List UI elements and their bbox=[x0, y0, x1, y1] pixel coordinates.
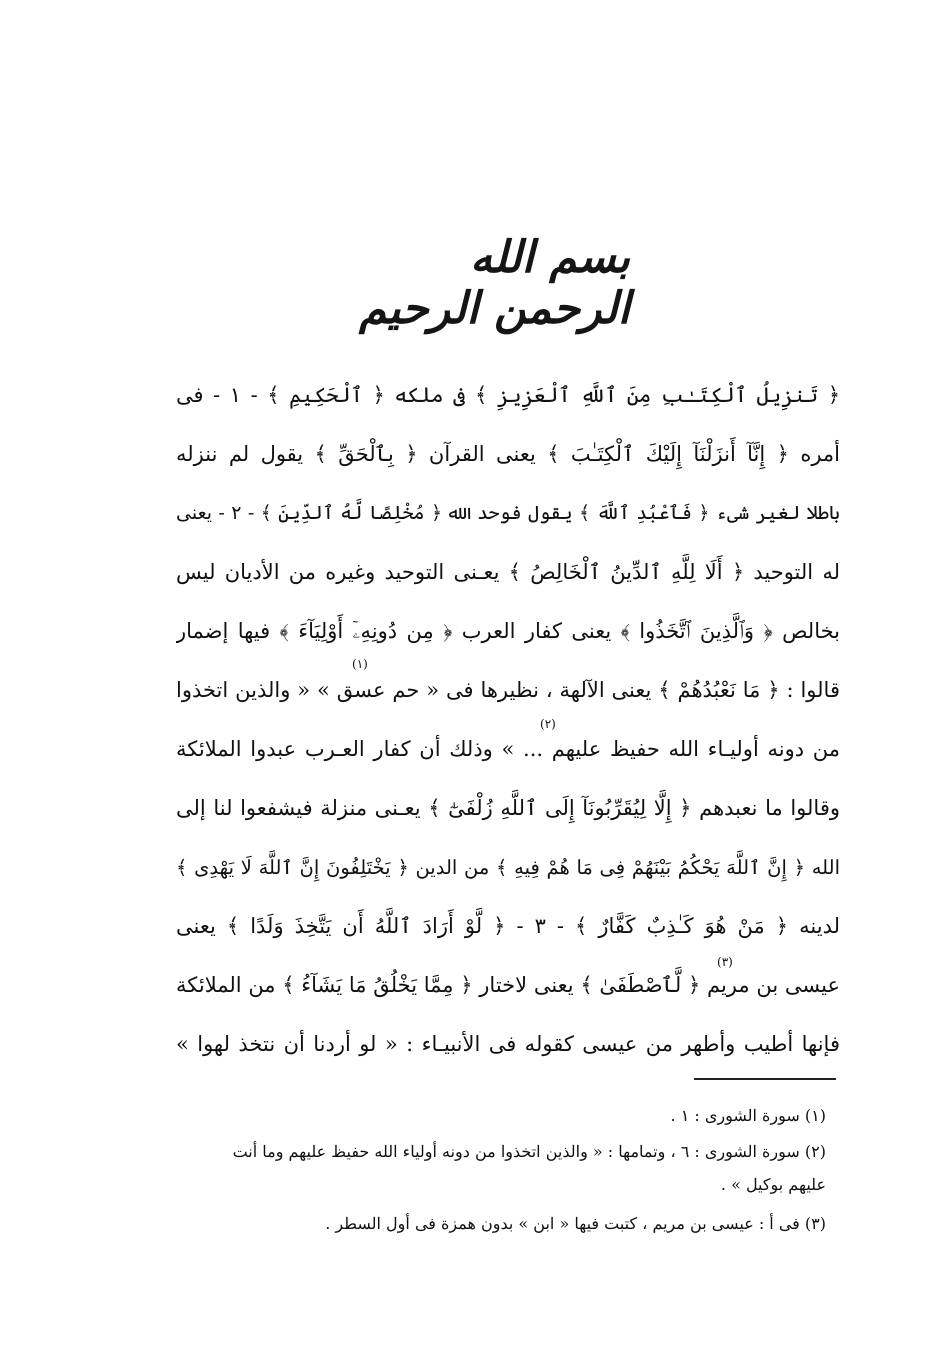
text-line-content: من دونه أوليـاء الله حفيظ عليهم ... » وذلك أن كفار العـرب عبدوا الملائكة bbox=[176, 737, 840, 761]
footnote-3: (٣) فى أ : عيسى بن مريم ، كتبت فيها « ابن » بدون همزة فى أول السطر . bbox=[325, 1214, 826, 1233]
text-line: ﴿ تَنزِيلُ ٱلْكِتَـٰبِ مِنَ ٱللَّهِ ٱلْعَزِيزِ ﴾ فى ملكه ﴿ ٱلْحَكِيمِ ﴾ - ١ - فى bbox=[176, 383, 840, 407]
footnote-2: (٢) سورة الشورى : ٦ ، وتمامها : « والذين اتخذوا من دونه أولياء الله حفيظ عليهم وما أنت bbox=[232, 1142, 826, 1161]
text-line: فإنها أطيب وأطهر من عيسى كقوله فى الأنبيـاء : « لو أردنا أن نتخذ لهوا » bbox=[176, 1032, 840, 1056]
text-line bbox=[176, 720, 840, 779]
footnote-divider bbox=[694, 1078, 836, 1080]
text-line: وقالوا ما نعبدهم ﴿ إِلَّا لِيُقَرِّبُونَآ إِلَى ٱللَّهِ زُلْفَىٰٓ ﴾ يعـنى منزلة فيشفعوا لنا إلى bbox=[176, 796, 840, 820]
text-line: باطلا لغير شىء ﴿ فَٱعْبُدِ ٱللَّهَ ﴾ يقول فوحد الله ﴿ مُخْلِصًا لَّهُ ٱلدِّينَ ﴾ - ٢ - يعنى bbox=[176, 502, 840, 524]
footnote-marker-3: (٣) bbox=[717, 955, 733, 969]
text-line-content: عيسى بن مريم ﴿ لَّٱصْطَفَىٰ ﴾ يعنى لاختار ﴿ مِمَّا يَخْلُقُ مَا يَشَآءُ ﴾ من الملائكة bbox=[176, 973, 840, 997]
text-line: أمره ﴿ إِنَّآ أَنزَلْنَآ إِلَيْكَ ٱلْكِتَـٰبَ ﴾ يعنى القرآن ﴿ بِٱلْحَقِّ ﴾ يقول لم ننزله bbox=[176, 442, 840, 466]
footnote-1: (١) سورة الشورى : ١ . bbox=[670, 1106, 826, 1125]
text-line bbox=[176, 661, 840, 720]
body-text bbox=[176, 366, 840, 1074]
footnotes bbox=[176, 1098, 826, 1242]
text-line: الله ﴿ إِنَّ ٱللَّهَ يَحْكُمُ بَيْنَهُمْ فِى مَا هُمْ فِيهِ ﴾ من الدين ﴿ يَخْتَلِفُونَ إِنَّ ٱللَّهَ لَا يَهْدِى ﴾ bbox=[176, 856, 840, 879]
footnote-2-continuation: عليهم بوكيل » . bbox=[720, 1175, 826, 1194]
text-line: لدينه ﴿ مَنْ هُوَ كَـٰذِبٌ كَفَّارٌ ﴾ - ٣ - ﴿ لَّوْ أَرَادَ ٱللَّهُ أَن يَتَّخِذَ وَلَدًا ﴾ يعنى bbox=[176, 914, 840, 938]
footnote-marker-1: (١) bbox=[352, 657, 368, 671]
text-line bbox=[176, 956, 840, 1015]
footnote-marker-2: (٢) bbox=[540, 717, 556, 731]
basmala-heading: بسم الله الرحمن الرحيم bbox=[358, 232, 630, 334]
text-line: بخالص ﴿ وَٱلَّذِينَ ٱتَّخَذُوا ﴾ يعنى كفار العرب ﴿ مِن دُونِهِۦٓ أَوْلِيَآءَ ﴾ فيها إضمار bbox=[176, 619, 840, 643]
text-line: له التوحيد ﴿ أَلَا لِلَّهِ ٱلدِّينُ ٱلْخَالِصُ ﴾ يعـنى التوحيد وغيره من الأديان ليس bbox=[176, 560, 840, 584]
text-line-content: قالوا : ﴿ مَا نَعْبُدُهُمْ ﴾ يعنى الآلهة ، نظيرها فى « حم عسق » « والذين اتخذوا bbox=[176, 678, 840, 702]
